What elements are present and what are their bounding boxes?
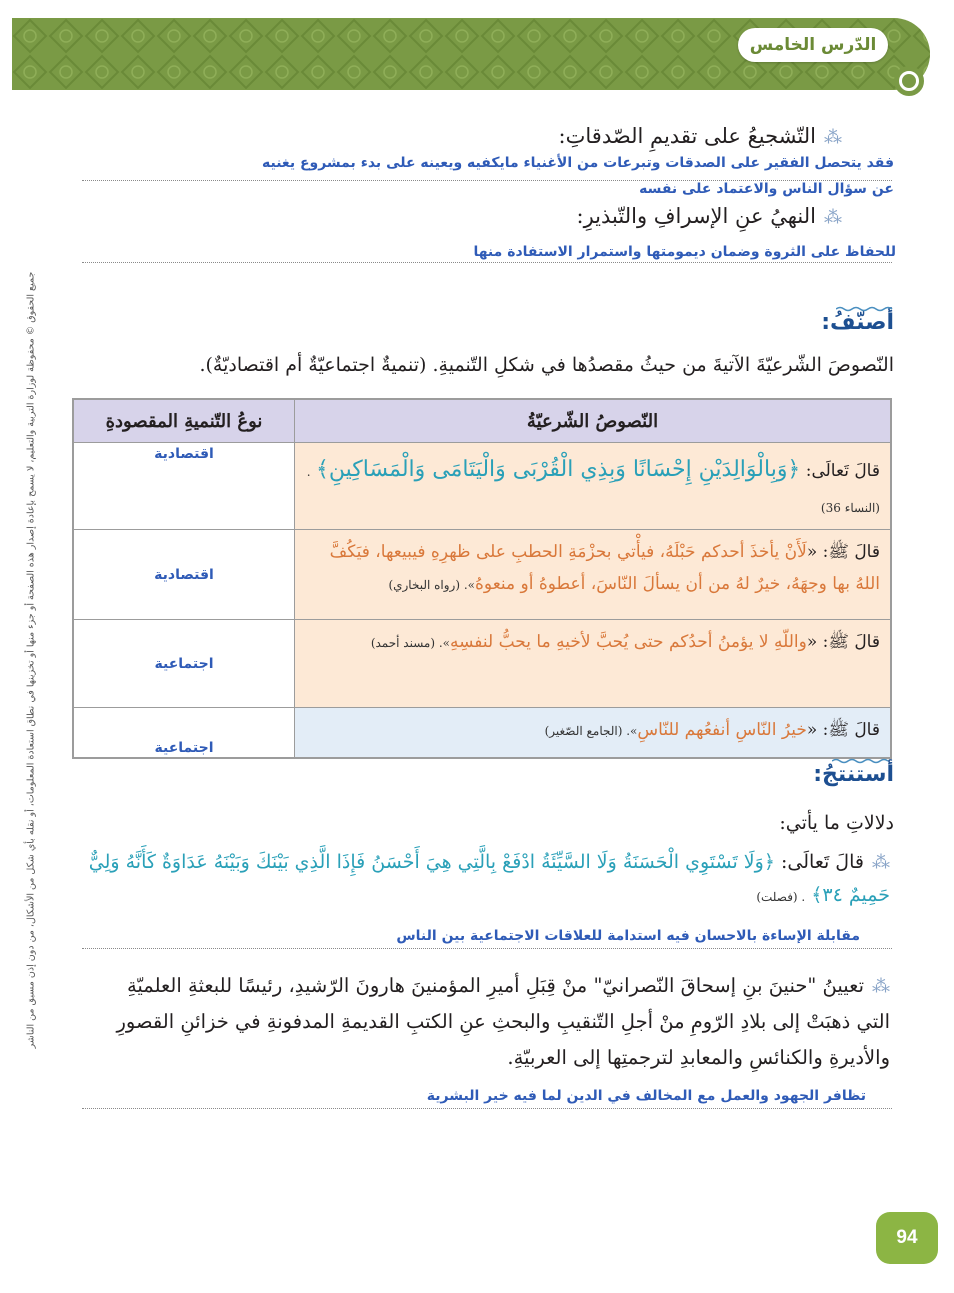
row-answer: اجتماعية	[154, 655, 214, 672]
point-1-title: التّشجيعُ على تقديمِ الصّدقاتِ:	[558, 124, 816, 148]
text-cell	[295, 620, 892, 708]
conclude-intro: دلالاتِ ما يأتي:	[779, 812, 894, 834]
heading-wave-icon	[836, 306, 894, 312]
row-body: ﴿وَبِالْوَالِدَيْنِ إِحْسَانًا وَبِذِي الْقُرْبَى وَالْيَتَامَى وَالْمَسَاكِينِ﴾	[316, 457, 801, 482]
classify-table	[72, 398, 892, 759]
banner-dot-icon	[902, 74, 916, 88]
row-source: . (النساء 36)	[306, 465, 880, 515]
row-source: ». (مسند أحمد)	[370, 636, 451, 651]
row-answer: اقتصادية	[154, 566, 214, 583]
conclude-item-1	[70, 846, 890, 911]
item-1-answer: مقابلة الإساءة بالاحسان فيه استدامة للعلاقات الاجتماعية بين الناس	[396, 928, 860, 944]
classify-instruction: النّصوصَ الشّرعيّةَ الآتيةَ من حيثُ مقصدُها في شكلِ التّنميةِ. (تنميةٌ اجتماعيّةٌ أم اقتصاديّةٌ).	[199, 354, 894, 376]
point-2	[102, 204, 842, 228]
answer-line	[82, 180, 892, 181]
table-row	[73, 708, 891, 758]
table-row	[73, 530, 891, 620]
row-body: واللّهِ لا يؤمنُ أحدُكم حتى يُحبَّ لأخيهِ ما يحبُّ لنفسِهِ	[450, 632, 807, 653]
answer-line	[82, 1108, 892, 1109]
text-cell	[295, 708, 892, 758]
type-cell	[73, 708, 295, 758]
point-1	[102, 124, 842, 148]
row-body: خيرُ النّاسِ أنفعُهم للنّاسِ	[637, 720, 807, 741]
text-cell	[295, 443, 892, 530]
col-header-texts: النّصوصُ الشّرعيّةُ	[295, 399, 892, 443]
type-cell	[73, 530, 295, 620]
row-source: ». (رواه البخاري)	[388, 578, 475, 593]
type-cell	[73, 443, 295, 530]
col-header-type: نوعُ التّنميةِ المقصودةِ	[73, 399, 295, 443]
item-1-body: ﴿وَلَا تَسْتَوِي الْحَسَنَةُ وَلَا السَّيِّئَةُ ادْفَعْ بِالَّتِي هِيَ أَحْسَنُ فَإِذَا الَّذِي بَيْنَكَ وَبَيْنَهُ عَدَاوَةٌ كَأَنَّهُ وَلِيٌّ حَمِيمٌ ٣٤﴾	[88, 851, 890, 906]
row-answer: اجتماعية	[154, 739, 214, 756]
star-bullet-icon: ⁂	[824, 207, 842, 228]
row-body: لَأَنْ يأخذَ أحدكم حَبْلَهُ، فيأْتي بحزْمَةِ الحطبِ على ظهرِهِ فيبيعها، فيَكُفَّ اللهُ بها وجهَهُ، خيرٌ لهُ من أن يسألَ النّاسَ، أعطوهُ أو منعوهُ	[329, 542, 880, 595]
item-2-answer: تظافر الجهود والعمل مع المخالف في الدين لما فيه خير البشرية	[426, 1088, 866, 1104]
copyright-text: جميع الحقوق © محفوظة لوزارة التربية والتعليم، لا يسمح بإعادة إصدار هذه الصفحة أو جزء منها أو تخزينها في نطاق استعادة المعلومات، أو نقله بأي شكل من الأشكال، من دون إذن مسبق من الناشر	[25, 271, 37, 1049]
star-bullet-icon: ⁂	[824, 127, 842, 148]
row-answer: اقتصادية	[154, 446, 214, 462]
row-lead: قالَ ﷺ: «	[806, 720, 880, 741]
row-lead: قالَ ﷺ: «	[806, 542, 880, 563]
star-bullet-icon: ⁂	[872, 852, 890, 873]
page-number: 94	[876, 1212, 938, 1264]
star-bullet-icon: ⁂	[872, 976, 890, 997]
item-2-text: تعيينُ "حنينَ بنِ إسحاقَ النّصرانيّ" منْ قِبَلِ أميرِ المؤمنينَ هارونَ الرّشيدِ، رئيسًا للبعثةِ العلميّةِ التي ذهبَتْ إلى بلادِ الرّومِ منْ أجلِ التّنقيبِ والبحثِ عنِ الكتبِ القديمةِ المدفونةِ في خزائنِ القصورِ والأديرةِ والكنائسِ والمعابدِ لترجمتِها إلى العربيّةِ.	[116, 974, 890, 1070]
classify-heading: أصنّفُ:	[821, 310, 894, 335]
point-1-answer: فقد يتحصل الفقير على الصدقات وتبرعات من الأغنياء مايكفيه ويعينه على بدء بمشروع يغنيه عن سؤال الناس والاعتماد على نفسه	[262, 155, 894, 197]
table-row	[73, 620, 891, 708]
answer-line	[82, 262, 892, 263]
answer-line	[82, 948, 892, 949]
row-lead: قالَ تَعالَى:	[805, 461, 880, 481]
conclude-item-2	[100, 968, 890, 1076]
type-cell	[73, 620, 295, 708]
row-source: ». (الجامع الصّغير)	[544, 724, 638, 739]
point-2-answer: للحفاظ على الثروة وضمان ديمومتها واستمرار الاستفادة منها	[473, 244, 896, 260]
copyright-side-note	[24, 271, 38, 1049]
item-1-source: . (فصلت)	[756, 889, 806, 904]
item-1-lead: قالَ تَعالَى:	[781, 851, 864, 873]
lesson-title: الدّرس الخامس	[738, 28, 888, 62]
text-cell	[295, 530, 892, 620]
row-lead: قالَ ﷺ: «	[806, 632, 880, 653]
conclude-heading: أستنتجُ:	[813, 762, 894, 787]
table-row	[73, 443, 891, 530]
point-2-title: النهيُ عنِ الإسرافِ والتّبذيرِ:	[576, 204, 816, 228]
